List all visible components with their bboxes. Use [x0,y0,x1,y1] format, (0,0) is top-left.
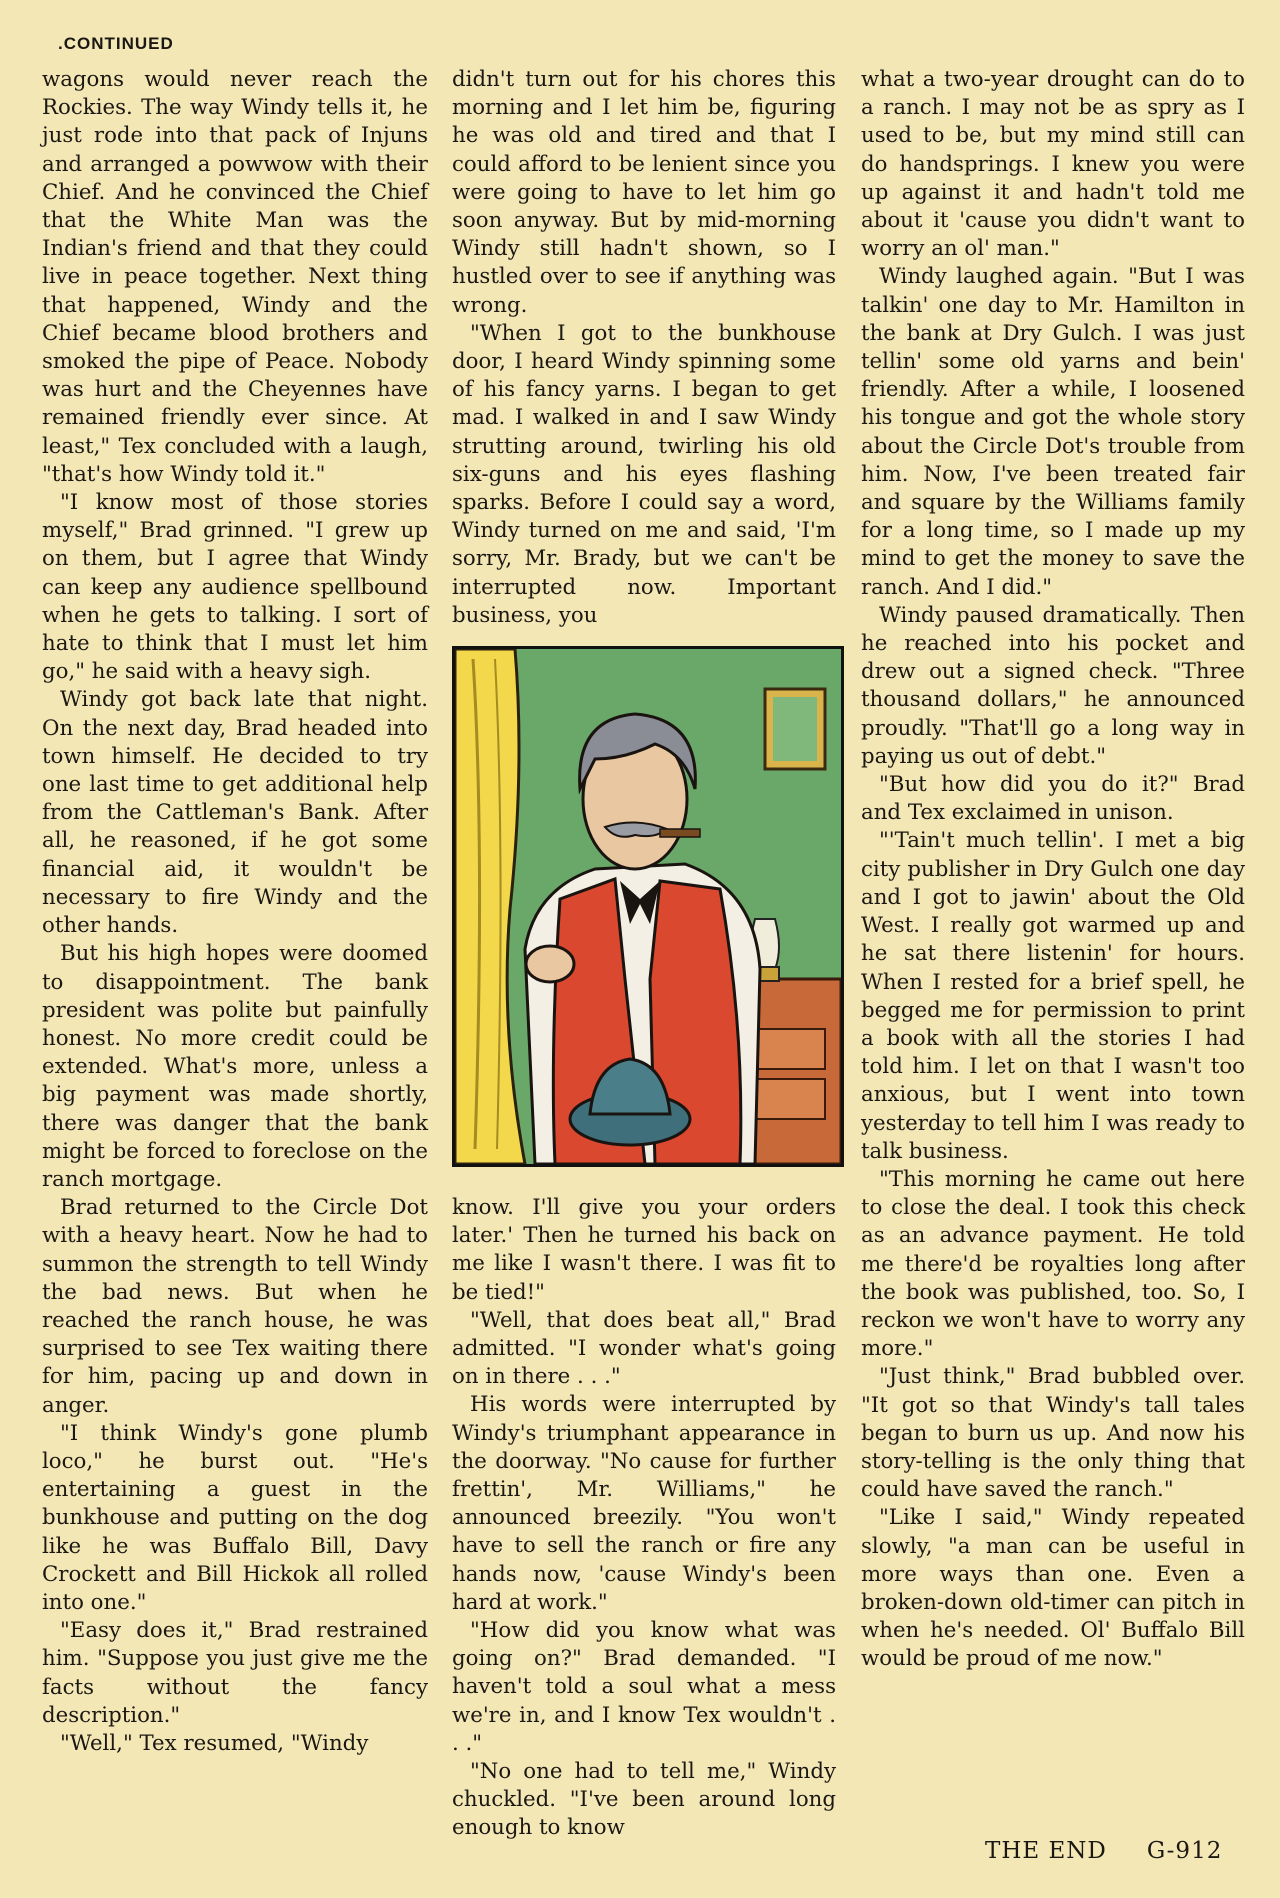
paragraph: "'Tain't much tellin'. I met a big city publisher in Dry Gulch one day and I got to jawin' about the Old West. I really got warmed up and he sat there listenin' for hours. When I rested for a brief spell, he begged me for permission to print a book with all the stories I had told him. I let on that I wasn't too anxious, but I went into town yesterday to tell him I was ready to talk business. [861,828,1245,1164]
paragraph: "Like I said," Windy repeated slowly, "a man can be useful in more ways than one. Even a broken-down old-timer can pitch in when he's needed. Ol' Buffalo Bill would be proud of me now." [861,1505,1245,1672]
paragraph: didn't turn out for his chores this morning and I let him be, figuring he was old and tired and that I could afford to be lenient since you were going to have to let him go soon anyway. But by mid-morning Windy still hadn't shown, so I hustled over to see if anything was wrong. [452,67,836,318]
the-end-label: THE END [985,1838,1107,1864]
paragraph: Windy laughed again. "But I was talkin' one day to Mr. Hamilton in the bank at Dry Gulch. I was just tellin' some old yarns and bein' friendly. After a while, I loosened his tongue and got the whole story about the Circle Dot's trouble from him. Now, I've been treated fair and square by the Williams family for a long time, so I made up my mind to get the money to save the ranch. And I did." [861,264,1245,600]
page-code: G-912 [1146,1838,1223,1864]
footer [985,1838,1262,1864]
paragraph: His words were interrupted by Windy's triumphant appearance in the doorway. "No cause for further frettin', Mr. Williams," he announced breezily. "You won't have to sell the ranch or fire any hands now, 'cause Windy's been hard at work." [452,1392,836,1615]
continued-header: .CONTINUED [58,34,174,53]
paragraph: "Well," Tex resumed, "Windy [60,1730,369,1756]
paragraph: "Just think," Brad bubbled over. "It got so that Windy's tall tales began to burn us up. And now his story-telling is the only thing that could have saved the ranch." [861,1364,1245,1503]
paragraph: "This morning he came out here to close the deal. I took this check as an advance payment. He told me there'd be royalties long after the book was published, too. So, I reckon we won't have to worry any more." [861,1166,1245,1362]
paragraph: know. I'll give you your orders later.' Then he turned his back on me like I wasn't there. I was fit to be tied!" [452,1195,836,1305]
text-column-2-bottom [452,1194,836,1843]
paragraph: "I think Windy's gone plumb loco," he burst out. "He's entertaining a guest in the bunkhouse and putting on the dog like he was Buffalo Bill, Davy Crockett and Bill Hickok all rolled into one." [42,1420,428,1615]
paragraph: "No one had to tell me," Windy chuckled. "I've been around long enough to know [452,1759,836,1841]
paragraph: "But how did you do it?" Brad and Tex exclaimed in unison. [861,772,1245,826]
paragraph: Windy got back late that night. On the next day, Brad headed into town himself. He decided to try one last time to get additional help from the Cattleman's Bank. After all, he reasoned, if he got some financial aid, it wouldn't be necessary to fire Windy and the other hands. [42,687,428,939]
paragraph: "I know most of those stories myself," Brad grinned. "I grew up on them, but I agree that Windy can keep any audience spellbound when he gets to talking. I sort of hate to think that I must let him go," he said with a heavy sigh. [42,490,428,685]
paragraph: "How did you know what was going on?" Brad demanded. "I haven't told a soul what a mess we're in, and I know Tex wouldn't . . ." [452,1618,836,1756]
paragraph: wagons would never reach the Rockies. The way Windy tells it, he just rode into that pack of Injuns and arranged a powwow with their Chief. And he convinced the Chief that the White Man was the Indian's friend and that they could live in peace together. Next thing that happened, Windy and the Chief became blood brothers and smoked the pipe of Peace. Nobody was hurt and the Cheyennes have remained friendly ever since. At least," Tex concluded with a laugh, "that's how Windy told it." [42,67,428,487]
text-column-2-top [452,66,836,630]
paragraph: "Easy does it," Brad restrained him. "Suppose you just give me the facts without the fancy description." [42,1618,428,1728]
paragraph: Windy paused dramatically. Then he reached into his pocket and drew out a signed check. "Three thousand dollars," he announced proudly. "That'll go a long way in paying us out of debt." [861,602,1245,769]
paragraph: "When I got to the bunkhouse door, I heard Windy spinning some of his fancy yarns. I began to get mad. I walked in and I saw Windy strutting around, twirling his old six-guns and his eyes flashing sparks. Before I could say a word, Windy turned on me and said, 'I'm sorry, Mr. Brady, but we can't be interrupted now. Important business, you [452,320,836,628]
paragraph: But his high hopes were doomed to disappointment. The bank president was polite but painfully honest. No more credit could be extended. What's more, unless a big payment was made shortly, there was danger that the bank might be forced to foreclose on the ranch mortgage. [42,941,428,1192]
text-column-1 [42,66,428,1758]
paragraph: "Well, that does beat all," Brad admitted. "I wonder what's going on in there . . ." [452,1307,836,1390]
paragraph: what a two-year drought can do to a ranch. I may not be as spry as I used to be, but my mind still can do handsprings. I knew you were up against it and hadn't told me about it 'cause you didn't want to worry an ol' man." [861,67,1245,262]
story-illustration [452,646,844,1167]
text-column-3 [861,66,1245,1674]
paragraph: Brad returned to the Circle Dot with a heavy heart. Now he had to summon the strength to tell Windy the bad news. But when he reached the ranch house, he was surprised to see Tex waiting there for him, pacing up and down in anger. [42,1195,428,1418]
